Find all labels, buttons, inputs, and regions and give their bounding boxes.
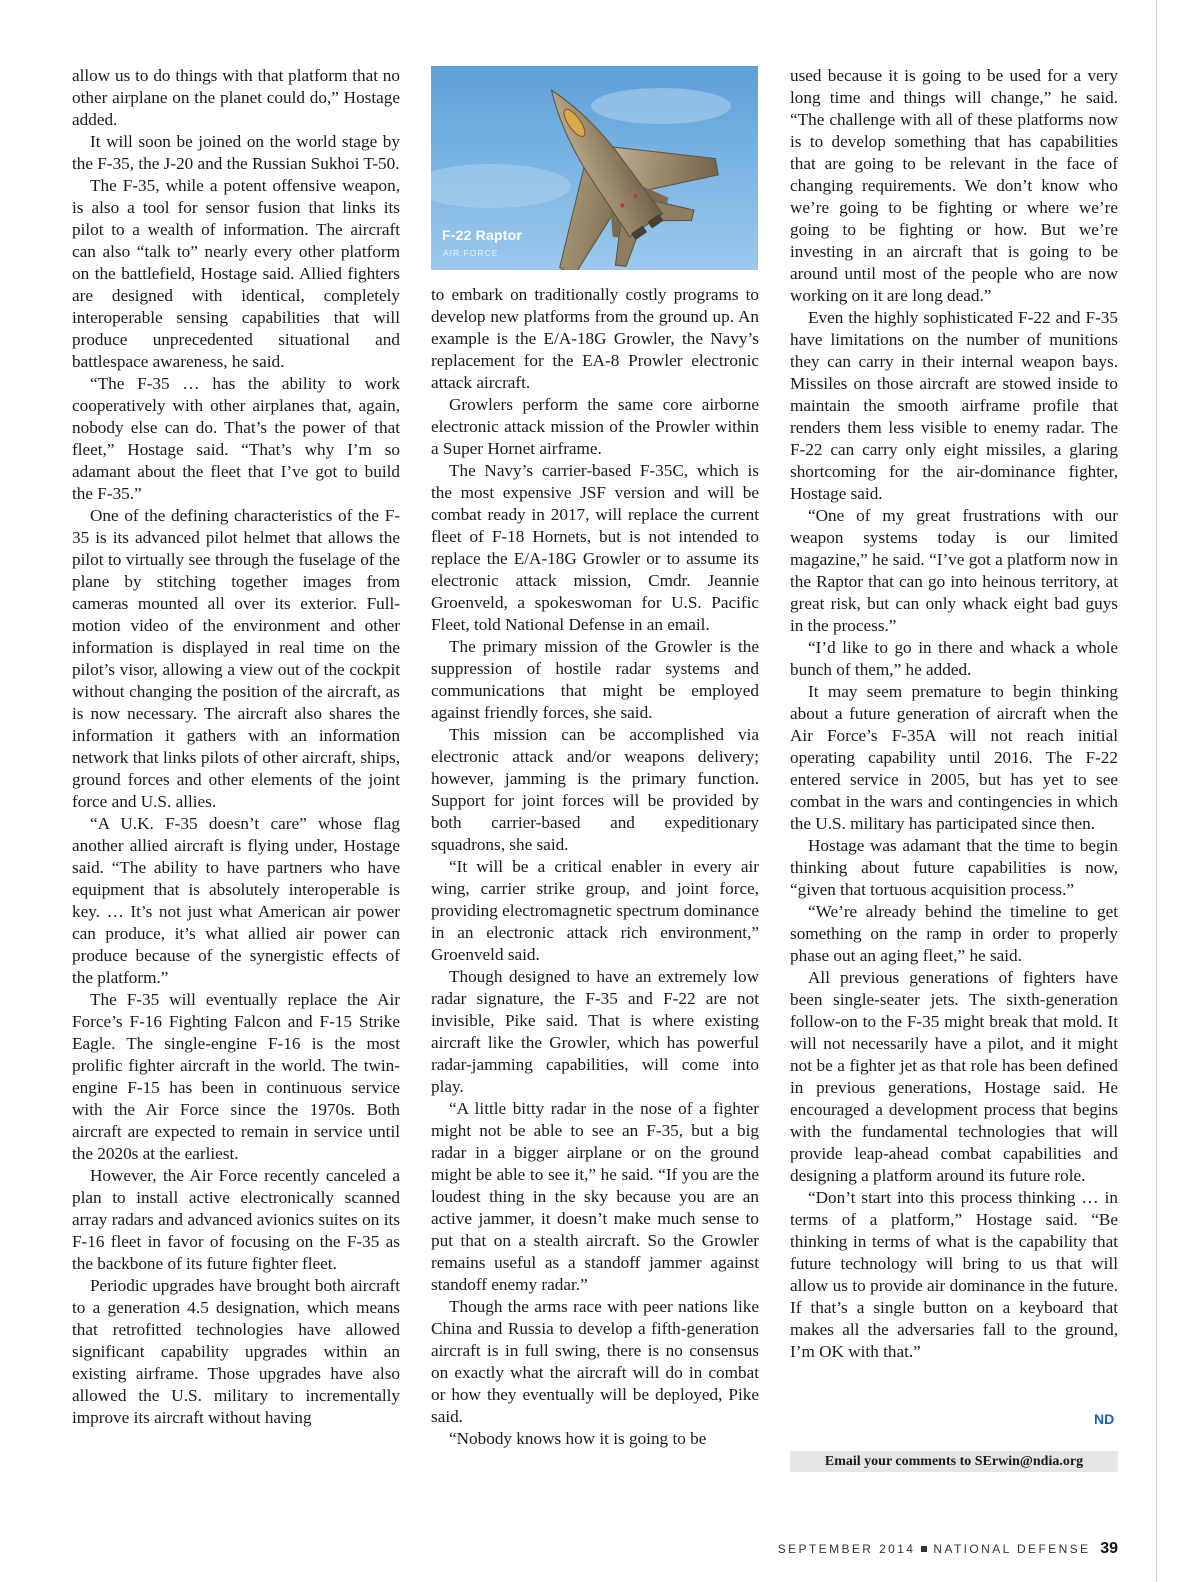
paragraph: “It will be a critical enabler in every air wing, carrier strike group, and joint force, providing electromagnetic spectrum dominance in an electronic attack rich environment,” Groenveld said.	[431, 857, 759, 964]
paragraph: “Nobody knows how it is going to be	[449, 1429, 707, 1448]
paragraph: to embark on traditionally costly programs to develop new platforms from the ground up. An example is the E/A-18G Growler, the Navy’s replacement for the EA-8 Prowler electronic attack aircraft.	[431, 285, 759, 392]
email-prefix: Email your comments to	[824, 1454, 975, 1469]
footer-publication: NATIONAL DEFENSE	[933, 1542, 1091, 1556]
paragraph: One of the defining characteristics of the F-35 is its advanced pilot helmet that allows the pilot to virtually see through the fuselage of the plane by stitching together images from cameras mounted all over its exterior. Full-motion video of the environment and other information is displayed in real time on the pilot’s visor, allowing a view out of the cockpit without changing the position of the aircraft, as is now necessary. The aircraft also shares the information it gathers with an information network that links pilots of other aircraft, ships, ground forces and other elements of the joint force and U.S. allies.	[72, 506, 400, 811]
paragraph: used because it is going to be used for a very long time and things will change,” he said. “The challenge with all of these platforms now is to develop something that has capabilities that are going to be relevant in the face of changing requirements. We don’t know who we’re going to be fighting or where we’re going to be fighting or how. But we’re investing in an aircraft that is going to be around until most of the people who are now working on it are long dead.”	[790, 66, 1118, 305]
paragraph: “The F-35 … has the ability to work cooperatively with other airplanes that, again, nobody else can do. That’s the power of that fleet,” Hostage said. “That’s why I’m so adamant about the fleet that I’ve got to build the F-35.”	[72, 374, 400, 503]
page-number: 39	[1100, 1540, 1118, 1557]
paragraph: “One of my great frustrations with our weapon systems today is our limited magazine,” he said. “I’ve got a platform now in the Raptor that can go into heinous territory, at great risk, but can only whack eight bad guys in the process.”	[790, 506, 1118, 635]
end-of-article-mark: ND	[1094, 1411, 1115, 1427]
paragraph: Though the arms race with peer nations like China and Russia to develop a fifth-generation aircraft is in full swing, there is no consensus on exactly what the aircraft will do in combat or how they eventually will be deployed, Pike said.	[431, 1297, 759, 1426]
paragraph: The Navy’s carrier-based F-35C, which is the most expensive JSF version and will be combat ready in 2017, will replace the current fleet of F-18 Hornets, but is not intended to replace the E/A-18G Growler or to assume its electronic attack mission, Cmdr. Jeannie Groenveld, a spokeswoman for U.S. Pacific Fleet, told National Defense in an email.	[431, 461, 759, 634]
paragraph: It will soon be joined on the world stage by the F-35, the J-20 and the Russian Sukhoi T-50.	[72, 132, 400, 173]
paragraph: “Don’t start into this process thinking … in terms of a platform,” Hostage said. “Be thinking in terms of what is the capability that future technology will bring to us that will allow us to provide air dominance in the future. If that’s a single button on a keyboard that makes all the adversaries fall to the ground, I’m OK with that.”	[790, 1188, 1118, 1361]
paragraph: However, the Air Force recently canceled a plan to install active electronically scanned array radars and advanced avionics suites on its F-16 fleet in favor of focusing on the F-35 as the backbone of its future fighter fleet.	[72, 1166, 400, 1273]
photo-credit: AIR FORCE	[443, 248, 499, 258]
paragraph: “We’re already behind the timeline to get something on the ramp in order to properly phase out an aging fleet,” he said.	[790, 902, 1118, 965]
paragraph: allow us to do things with that platform that no other airplane on the planet could do,” Hostage added.	[72, 66, 400, 129]
paragraph: Periodic upgrades have brought both aircraft to a generation 4.5 designation, which means that retrofitted technologies have allowed significant capability upgrades within an existing airframe. Those upgrades have also allowed the U.S. military to incrementally improve its aircraft without having	[72, 1276, 400, 1427]
separator-square-icon	[921, 1546, 927, 1552]
article-column-2	[431, 284, 759, 1450]
paragraph: “A little bitty radar in the nose of a fighter might not be able to see an F-35, but a big radar in a bigger airplane or on the ground might be able to see it,” he said. “If you are the loudest thing in the sky because you are an active jammer, it doesn’t make much sense to put that on a stealth aircraft. So the Growler remains useful as a standoff jammer against standoff enemy radar.”	[431, 1099, 759, 1294]
paragraph: All previous generations of fighters have been single-seater jets. The sixth-generation follow-on to the F-35 might break that mold. It will not necessarily have a pilot, and it might not be a fighter jet as that role has been defined in previous generations, Hostage said. He encouraged a development process that begins with the fundamental technologies that will provide leap-ahead combat capabilities and designing a platform around its future role.	[790, 968, 1118, 1185]
page-footer	[778, 1540, 1118, 1558]
paragraph: Hostage was adamant that the time to begin thinking about future capabilities is now, “given that tortuous acquisition process.”	[790, 836, 1118, 899]
paragraph: The F-35 will eventually replace the Air Force’s F-16 Fighting Falcon and F-15 Strike Eagle. The single-engine F-16 is the most prolific fighter aircraft in the world. The twin-engine F-15 has been in continuous service with the Air Force since the 1970s. Both aircraft are expected to remain in service until the 2020s at the earliest.	[72, 990, 400, 1163]
article-column-3	[790, 65, 1118, 1363]
footer-date: SEPTEMBER 2014	[777, 1542, 916, 1556]
paragraph: Even the highly sophisticated F-22 and F-35 have limitations on the number of munitions they can carry in their internal weapon bays. Missiles on those aircraft are stowed inside to maintain the smooth airframe profile that renders them less visible to enemy radar. The F-22 can carry only eight missiles, a glaring shortcoming for the air-dominance fighter, Hostage said.	[790, 308, 1118, 503]
f22-raptor-photo	[431, 66, 758, 270]
paragraph: This mission can be accomplished via electronic attack and/or weapons delivery; however, jamming is the primary function. Support for joint forces will be provided by both carrier-based and expeditionary squadrons, she said.	[431, 725, 759, 854]
email-comments-box	[790, 1451, 1118, 1472]
paragraph: Growlers perform the same core airborne electronic attack mission of the Prowler within a Super Hornet airframe.	[431, 395, 759, 458]
page-edge-rule	[1156, 0, 1157, 1582]
paragraph: The primary mission of the Growler is the suppression of hostile radar systems and communications that might be employed against friendly forces, she said.	[431, 637, 759, 722]
email-link[interactable]: SErwin@ndia.org	[974, 1454, 1084, 1469]
paragraph: It may seem premature to begin thinking about a future generation of aircraft when the Air Force’s F-35A will not reach initial operating capability until 2016. The F-22 entered service in 2005, but has yet to see combat in the wars and contingencies in which the U.S. military has participated since then.	[790, 682, 1118, 833]
paragraph: “I’d like to go in there and whack a whole bunch of them,” he added.	[790, 638, 1118, 679]
paragraph: The F-35, while a potent offensive weapon, is also a tool for sensor fusion that links its pilot to a wealth of information. The aircraft can also “talk to” nearly every other platform on the battlefield, Hostage said. Allied fighters are designed with identical, completely interoperable sensing capabilities that will produce unprecedented situational and battlespace awareness, he said.	[72, 176, 400, 371]
paragraph: Though designed to have an extremely low radar signature, the F-35 and F-22 are not invisible, Pike said. That is where existing aircraft like the Growler, which has powerful radar-jamming capabilities, will come into play.	[431, 967, 759, 1096]
photo-caption-title: F-22 Raptor	[442, 227, 522, 243]
paragraph: “A U.K. F-35 doesn’t care” whose flag another allied aircraft is flying under, Hostage said. “The ability to have partners who have equipment that is absolutely interoperable is key. … It’s not just what American air power can produce, it’s what allied air power can produce because of the synergistic effects of the platform.”	[72, 814, 400, 987]
article-column-1	[72, 65, 400, 1429]
